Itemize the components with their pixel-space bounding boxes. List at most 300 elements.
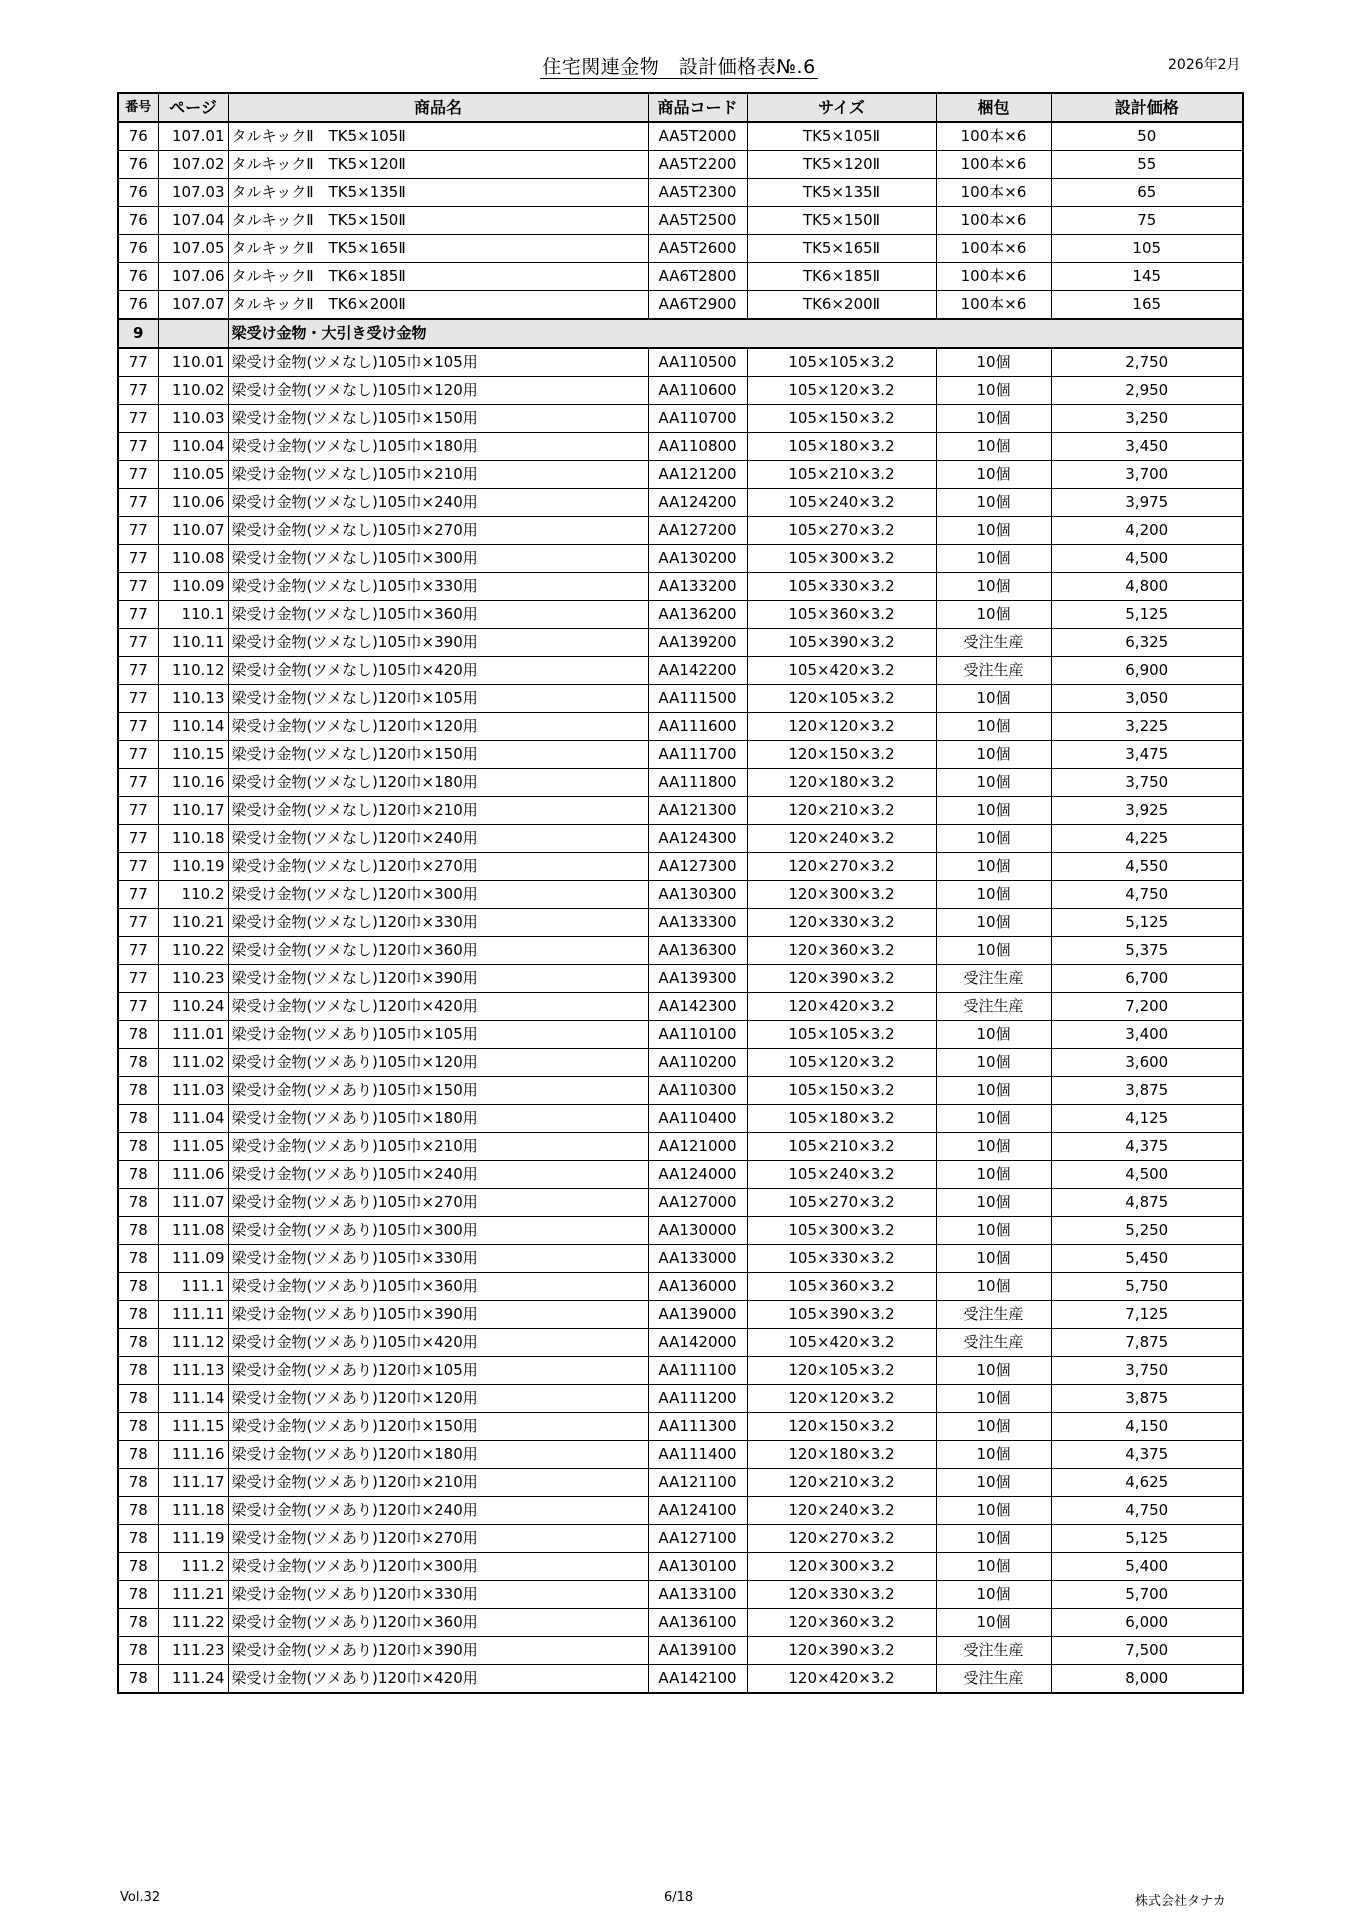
cell-packing: 10個 (936, 1385, 1051, 1413)
cell-packing: 10個 (936, 1497, 1051, 1525)
cell-page: 111.24 (158, 1665, 228, 1694)
cell-product-code: AA121100 (648, 1469, 747, 1497)
cell-design-price: 4,375 (1051, 1441, 1243, 1469)
cell-number: 76 (118, 179, 158, 207)
cell-size: 120×150×3.2 (747, 1413, 936, 1441)
cell-product-name: 梁受け金物(ツメあり)120巾×210用 (228, 1469, 648, 1497)
cell-design-price: 5,125 (1051, 909, 1243, 937)
cell-product-name: 梁受け金物(ツメなし)105巾×120用 (228, 377, 648, 405)
cell-design-price: 6,000 (1051, 1609, 1243, 1637)
cell-product-name: タルキックⅡ TK6×185Ⅱ (228, 263, 648, 291)
cell-page: 110.07 (158, 517, 228, 545)
cell-product-code: AA5T2200 (648, 151, 747, 179)
table-row (118, 461, 1243, 489)
cell-number: 77 (118, 797, 158, 825)
section-row (118, 319, 1243, 348)
cell-packing: 10個 (936, 797, 1051, 825)
cell-size: 120×420×3.2 (747, 993, 936, 1021)
cell-design-price: 4,550 (1051, 853, 1243, 881)
cell-packing: 10個 (936, 1133, 1051, 1161)
cell-product-code: AA6T2800 (648, 263, 747, 291)
cell-page: 110.11 (158, 629, 228, 657)
table-header-row (118, 93, 1243, 122)
cell-design-price: 3,875 (1051, 1385, 1243, 1413)
cell-product-code: AA127200 (648, 517, 747, 545)
cell-packing: 100本×6 (936, 291, 1051, 320)
cell-product-code: AA110400 (648, 1105, 747, 1133)
cell-number: 78 (118, 1441, 158, 1469)
cell-number: 76 (118, 263, 158, 291)
cell-size: 120×270×3.2 (747, 853, 936, 881)
cell-product-name: 梁受け金物(ツメあり)120巾×180用 (228, 1441, 648, 1469)
table-row (118, 1189, 1243, 1217)
cell-product-name: 梁受け金物(ツメあり)120巾×270用 (228, 1525, 648, 1553)
cell-design-price: 4,150 (1051, 1413, 1243, 1441)
cell-design-price: 4,750 (1051, 881, 1243, 909)
cell-number: 78 (118, 1469, 158, 1497)
cell-number: 78 (118, 1637, 158, 1665)
table-row (118, 713, 1243, 741)
cell-product-name: 梁受け金物(ツメなし)120巾×360用 (228, 937, 648, 965)
cell-number: 77 (118, 713, 158, 741)
cell-product-code: AA136000 (648, 1273, 747, 1301)
cell-product-name: 梁受け金物(ツメなし)105巾×420用 (228, 657, 648, 685)
cell-packing: 10個 (936, 825, 1051, 853)
cell-product-code: AA136300 (648, 937, 747, 965)
cell-number: 77 (118, 489, 158, 517)
table-row (118, 1413, 1243, 1441)
cell-design-price: 55 (1051, 151, 1243, 179)
cell-number: 77 (118, 741, 158, 769)
cell-packing: 10個 (936, 545, 1051, 573)
table-row (118, 433, 1243, 461)
cell-number: 78 (118, 1301, 158, 1329)
cell-size: TK5×135Ⅱ (747, 179, 936, 207)
cell-packing: 受注生産 (936, 1665, 1051, 1694)
cell-product-name: 梁受け金物(ツメなし)120巾×420用 (228, 993, 648, 1021)
cell-size: 105×210×3.2 (747, 1133, 936, 1161)
cell-product-code: AA5T2600 (648, 235, 747, 263)
cell-number: 76 (118, 291, 158, 320)
cell-design-price: 7,125 (1051, 1301, 1243, 1329)
table-row (118, 405, 1243, 433)
cell-product-name: 梁受け金物(ツメあり)120巾×360用 (228, 1609, 648, 1637)
cell-product-code: AA111800 (648, 769, 747, 797)
cell-number: 77 (118, 881, 158, 909)
table-row (118, 1441, 1243, 1469)
cell-number: 78 (118, 1609, 158, 1637)
cell-size: 105×270×3.2 (747, 517, 936, 545)
cell-page: 110.2 (158, 881, 228, 909)
cell-page: 110.08 (158, 545, 228, 573)
cell-product-code: AA111700 (648, 741, 747, 769)
cell-number: 77 (118, 377, 158, 405)
table-row (118, 377, 1243, 405)
table-row (118, 573, 1243, 601)
table-row (118, 1497, 1243, 1525)
table-row (118, 1217, 1243, 1245)
cell-packing: 10個 (936, 937, 1051, 965)
cell-product-name: 梁受け金物(ツメあり)105巾×240用 (228, 1161, 648, 1189)
cell-packing: 10個 (936, 909, 1051, 937)
cell-page: 110.22 (158, 937, 228, 965)
cell-product-code: AA127100 (648, 1525, 747, 1553)
cell-size: 120×330×3.2 (747, 1581, 936, 1609)
cell-product-code: AA121000 (648, 1133, 747, 1161)
cell-design-price: 7,500 (1051, 1637, 1243, 1665)
cell-size: 105×180×3.2 (747, 1105, 936, 1133)
cell-page: 111.16 (158, 1441, 228, 1469)
cell-page: 110.14 (158, 713, 228, 741)
cell-page: 110.13 (158, 685, 228, 713)
table-row (118, 545, 1243, 573)
section-number: 9 (118, 319, 158, 348)
cell-product-code: AA110800 (648, 433, 747, 461)
cell-page: 110.12 (158, 657, 228, 685)
cell-number: 76 (118, 235, 158, 263)
cell-size: 120×270×3.2 (747, 1525, 936, 1553)
cell-design-price: 5,375 (1051, 937, 1243, 965)
table-row (118, 179, 1243, 207)
cell-number: 77 (118, 348, 158, 377)
cell-product-name: 梁受け金物(ツメなし)105巾×180用 (228, 433, 648, 461)
cell-size: 105×105×3.2 (747, 1021, 936, 1049)
table-row (118, 601, 1243, 629)
cell-page: 111.11 (158, 1301, 228, 1329)
cell-page: 107.07 (158, 291, 228, 320)
cell-design-price: 6,700 (1051, 965, 1243, 993)
cell-product-name: 梁受け金物(ツメあり)120巾×120用 (228, 1385, 648, 1413)
cell-size: 120×390×3.2 (747, 965, 936, 993)
cell-packing: 10個 (936, 601, 1051, 629)
cell-design-price: 3,975 (1051, 489, 1243, 517)
table-row (118, 1077, 1243, 1105)
cell-product-name: 梁受け金物(ツメあり)105巾×270用 (228, 1189, 648, 1217)
cell-design-price: 105 (1051, 235, 1243, 263)
cell-product-name: 梁受け金物(ツメなし)105巾×270用 (228, 517, 648, 545)
cell-packing: 10個 (936, 461, 1051, 489)
cell-packing: 10個 (936, 1553, 1051, 1581)
table-row (118, 1357, 1243, 1385)
table-row (118, 207, 1243, 235)
table-row (118, 1301, 1243, 1329)
table-row (118, 1049, 1243, 1077)
cell-number: 78 (118, 1665, 158, 1694)
cell-product-code: AA121300 (648, 797, 747, 825)
cell-size: 120×330×3.2 (747, 909, 936, 937)
cell-number: 77 (118, 405, 158, 433)
cell-page: 111.12 (158, 1329, 228, 1357)
table-row (118, 151, 1243, 179)
cell-size: 120×120×3.2 (747, 713, 936, 741)
cell-size: 120×105×3.2 (747, 1357, 936, 1385)
cell-product-code: AA139300 (648, 965, 747, 993)
cell-number: 78 (118, 1105, 158, 1133)
cell-size: 120×360×3.2 (747, 937, 936, 965)
cell-product-code: AA127300 (648, 853, 747, 881)
cell-size: 105×360×3.2 (747, 1273, 936, 1301)
cell-packing: 受注生産 (936, 629, 1051, 657)
cell-product-code: AA133300 (648, 909, 747, 937)
cell-page: 111.17 (158, 1469, 228, 1497)
cell-page: 111.18 (158, 1497, 228, 1525)
cell-size: 105×330×3.2 (747, 1245, 936, 1273)
cell-design-price: 5,250 (1051, 1217, 1243, 1245)
cell-size: 105×105×3.2 (747, 348, 936, 377)
cell-number: 77 (118, 993, 158, 1021)
cell-design-price: 4,750 (1051, 1497, 1243, 1525)
cell-product-name: 梁受け金物(ツメあり)120巾×390用 (228, 1637, 648, 1665)
cell-number: 78 (118, 1329, 158, 1357)
cell-size: 105×270×3.2 (747, 1189, 936, 1217)
cell-design-price: 4,500 (1051, 1161, 1243, 1189)
column-header-number: 番号 (118, 93, 158, 122)
table-row (118, 1553, 1243, 1581)
cell-product-name: タルキックⅡ TK6×200Ⅱ (228, 291, 648, 320)
table-row (118, 122, 1243, 151)
table-row (118, 1385, 1243, 1413)
cell-number: 77 (118, 433, 158, 461)
cell-product-name: 梁受け金物(ツメあり)105巾×360用 (228, 1273, 648, 1301)
cell-design-price: 3,875 (1051, 1077, 1243, 1105)
table-row (118, 853, 1243, 881)
cell-packing: 10個 (936, 1049, 1051, 1077)
cell-product-code: AA142200 (648, 657, 747, 685)
cell-page: 110.02 (158, 377, 228, 405)
cell-packing: 10個 (936, 1609, 1051, 1637)
cell-design-price: 7,875 (1051, 1329, 1243, 1357)
cell-product-name: 梁受け金物(ツメあり)120巾×105用 (228, 1357, 648, 1385)
cell-size: 120×105×3.2 (747, 685, 936, 713)
table-row (118, 348, 1243, 377)
cell-size: 105×390×3.2 (747, 1301, 936, 1329)
cell-product-code: AA127000 (648, 1189, 747, 1217)
cell-design-price: 4,625 (1051, 1469, 1243, 1497)
cell-product-name: 梁受け金物(ツメなし)120巾×105用 (228, 685, 648, 713)
cell-product-code: AA136100 (648, 1609, 747, 1637)
cell-packing: 10個 (936, 1217, 1051, 1245)
cell-size: TK6×200Ⅱ (747, 291, 936, 320)
footer-volume: Vol.32 (120, 1890, 161, 1905)
table-row (118, 489, 1243, 517)
cell-size: 105×180×3.2 (747, 433, 936, 461)
cell-product-name: 梁受け金物(ツメあり)120巾×150用 (228, 1413, 648, 1441)
cell-size: 120×390×3.2 (747, 1637, 936, 1665)
footer-page-number: 6/18 (664, 1890, 694, 1905)
cell-packing: 100本×6 (936, 179, 1051, 207)
cell-packing: 10個 (936, 433, 1051, 461)
table-row (118, 1329, 1243, 1357)
cell-design-price: 4,375 (1051, 1133, 1243, 1161)
cell-design-price: 6,325 (1051, 629, 1243, 657)
cell-product-code: AA124000 (648, 1161, 747, 1189)
cell-size: 120×180×3.2 (747, 769, 936, 797)
table-body (118, 122, 1243, 1693)
cell-number: 77 (118, 657, 158, 685)
cell-number: 77 (118, 601, 158, 629)
cell-design-price: 3,225 (1051, 713, 1243, 741)
cell-design-price: 3,250 (1051, 405, 1243, 433)
cell-packing: 受注生産 (936, 993, 1051, 1021)
cell-page: 107.02 (158, 151, 228, 179)
cell-product-name: 梁受け金物(ツメあり)120巾×330用 (228, 1581, 648, 1609)
cell-product-code: AA142100 (648, 1665, 747, 1694)
column-header-design-price: 設計価格 (1051, 93, 1243, 122)
cell-packing: 10個 (936, 517, 1051, 545)
cell-packing: 受注生産 (936, 1301, 1051, 1329)
cell-size: TK5×150Ⅱ (747, 207, 936, 235)
cell-page: 107.03 (158, 179, 228, 207)
cell-number: 78 (118, 1385, 158, 1413)
cell-page: 107.01 (158, 122, 228, 151)
cell-size: TK5×120Ⅱ (747, 151, 936, 179)
cell-number: 77 (118, 545, 158, 573)
cell-size: 120×150×3.2 (747, 741, 936, 769)
cell-packing: 10個 (936, 1021, 1051, 1049)
cell-page: 111.08 (158, 1217, 228, 1245)
cell-number: 78 (118, 1357, 158, 1385)
cell-design-price: 3,750 (1051, 769, 1243, 797)
cell-number: 77 (118, 965, 158, 993)
cell-packing: 100本×6 (936, 207, 1051, 235)
cell-packing: 10個 (936, 1077, 1051, 1105)
cell-packing: 受注生産 (936, 1637, 1051, 1665)
cell-page: 111.1 (158, 1273, 228, 1301)
cell-packing: 100本×6 (936, 263, 1051, 291)
cell-size: 105×210×3.2 (747, 461, 936, 489)
cell-packing: 10個 (936, 741, 1051, 769)
cell-product-name: 梁受け金物(ツメなし)105巾×300用 (228, 545, 648, 573)
column-header-size: サイズ (747, 93, 936, 122)
cell-packing: 10個 (936, 1581, 1051, 1609)
cell-product-name: 梁受け金物(ツメあり)105巾×390用 (228, 1301, 648, 1329)
cell-design-price: 3,700 (1051, 461, 1243, 489)
cell-design-price: 4,500 (1051, 545, 1243, 573)
cell-number: 78 (118, 1049, 158, 1077)
cell-product-name: 梁受け金物(ツメあり)105巾×330用 (228, 1245, 648, 1273)
cell-product-name: 梁受け金物(ツメあり)105巾×105用 (228, 1021, 648, 1049)
cell-page: 110.04 (158, 433, 228, 461)
column-header-product-name: 商品名 (228, 93, 648, 122)
cell-design-price: 4,225 (1051, 825, 1243, 853)
table-row (118, 797, 1243, 825)
cell-page: 110.06 (158, 489, 228, 517)
table-row (118, 741, 1243, 769)
table-row (118, 965, 1243, 993)
cell-size: 105×240×3.2 (747, 1161, 936, 1189)
cell-number: 77 (118, 909, 158, 937)
cell-design-price: 3,475 (1051, 741, 1243, 769)
cell-product-name: 梁受け金物(ツメなし)105巾×210用 (228, 461, 648, 489)
cell-size: TK5×165Ⅱ (747, 235, 936, 263)
cell-number: 78 (118, 1021, 158, 1049)
cell-size: 105×390×3.2 (747, 629, 936, 657)
cell-number: 78 (118, 1525, 158, 1553)
cell-number: 78 (118, 1273, 158, 1301)
cell-design-price: 75 (1051, 207, 1243, 235)
cell-design-price: 50 (1051, 122, 1243, 151)
cell-packing: 10個 (936, 1441, 1051, 1469)
cell-number: 77 (118, 517, 158, 545)
cell-page: 110.15 (158, 741, 228, 769)
table-row (118, 825, 1243, 853)
cell-size: 105×420×3.2 (747, 657, 936, 685)
cell-product-name: 梁受け金物(ツメなし)120巾×330用 (228, 909, 648, 937)
cell-product-name: 梁受け金物(ツメなし)105巾×105用 (228, 348, 648, 377)
cell-page: 110.21 (158, 909, 228, 937)
cell-page: 111.05 (158, 1133, 228, 1161)
cell-packing: 10個 (936, 881, 1051, 909)
cell-page: 110.01 (158, 348, 228, 377)
cell-design-price: 5,125 (1051, 1525, 1243, 1553)
cell-design-price: 6,900 (1051, 657, 1243, 685)
table-row (118, 881, 1243, 909)
column-header-product-code: 商品コード (648, 93, 747, 122)
cell-product-name: 梁受け金物(ツメなし)105巾×330用 (228, 573, 648, 601)
cell-product-code: AA110200 (648, 1049, 747, 1077)
cell-product-name: 梁受け金物(ツメなし)120巾×150用 (228, 741, 648, 769)
cell-packing: 10個 (936, 769, 1051, 797)
cell-design-price: 3,600 (1051, 1049, 1243, 1077)
cell-number: 78 (118, 1413, 158, 1441)
cell-size: 120×240×3.2 (747, 1497, 936, 1525)
cell-product-code: AA110100 (648, 1021, 747, 1049)
cell-page: 110.23 (158, 965, 228, 993)
cell-page: 111.09 (158, 1245, 228, 1273)
cell-number: 78 (118, 1161, 158, 1189)
cell-design-price: 7,200 (1051, 993, 1243, 1021)
cell-design-price: 5,450 (1051, 1245, 1243, 1273)
cell-size: 105×420×3.2 (747, 1329, 936, 1357)
table-row (118, 1609, 1243, 1637)
cell-packing: 10個 (936, 685, 1051, 713)
cell-product-code: AA133100 (648, 1581, 747, 1609)
column-header-page: ページ (158, 93, 228, 122)
cell-size: 105×150×3.2 (747, 405, 936, 433)
cell-page: 110.1 (158, 601, 228, 629)
cell-product-name: 梁受け金物(ツメなし)120巾×120用 (228, 713, 648, 741)
cell-product-code: AA5T2000 (648, 122, 747, 151)
cell-packing: 100本×6 (936, 235, 1051, 263)
cell-design-price: 3,050 (1051, 685, 1243, 713)
cell-design-price: 65 (1051, 179, 1243, 207)
cell-packing: 10個 (936, 489, 1051, 517)
cell-size: 120×300×3.2 (747, 881, 936, 909)
cell-product-name: 梁受け金物(ツメなし)120巾×270用 (228, 853, 648, 881)
table-row (118, 1637, 1243, 1665)
cell-packing: 10個 (936, 713, 1051, 741)
cell-design-price: 145 (1051, 263, 1243, 291)
cell-packing: 受注生産 (936, 965, 1051, 993)
cell-page: 111.02 (158, 1049, 228, 1077)
cell-product-code: AA133000 (648, 1245, 747, 1273)
cell-design-price: 2,750 (1051, 348, 1243, 377)
cell-size: TK5×105Ⅱ (747, 122, 936, 151)
cell-product-name: 梁受け金物(ツメなし)105巾×240用 (228, 489, 648, 517)
cell-design-price: 3,400 (1051, 1021, 1243, 1049)
cell-product-name: 梁受け金物(ツメなし)120巾×240用 (228, 825, 648, 853)
cell-packing: 10個 (936, 1357, 1051, 1385)
cell-product-code: AA130100 (648, 1553, 747, 1581)
cell-number: 77 (118, 685, 158, 713)
cell-product-name: タルキックⅡ TK5×120Ⅱ (228, 151, 648, 179)
table-row (118, 1273, 1243, 1301)
cell-size: 120×360×3.2 (747, 1609, 936, 1637)
cell-packing: 受注生産 (936, 1329, 1051, 1357)
cell-design-price: 8,000 (1051, 1665, 1243, 1694)
cell-page: 110.17 (158, 797, 228, 825)
cell-size: 120×420×3.2 (747, 1665, 936, 1694)
